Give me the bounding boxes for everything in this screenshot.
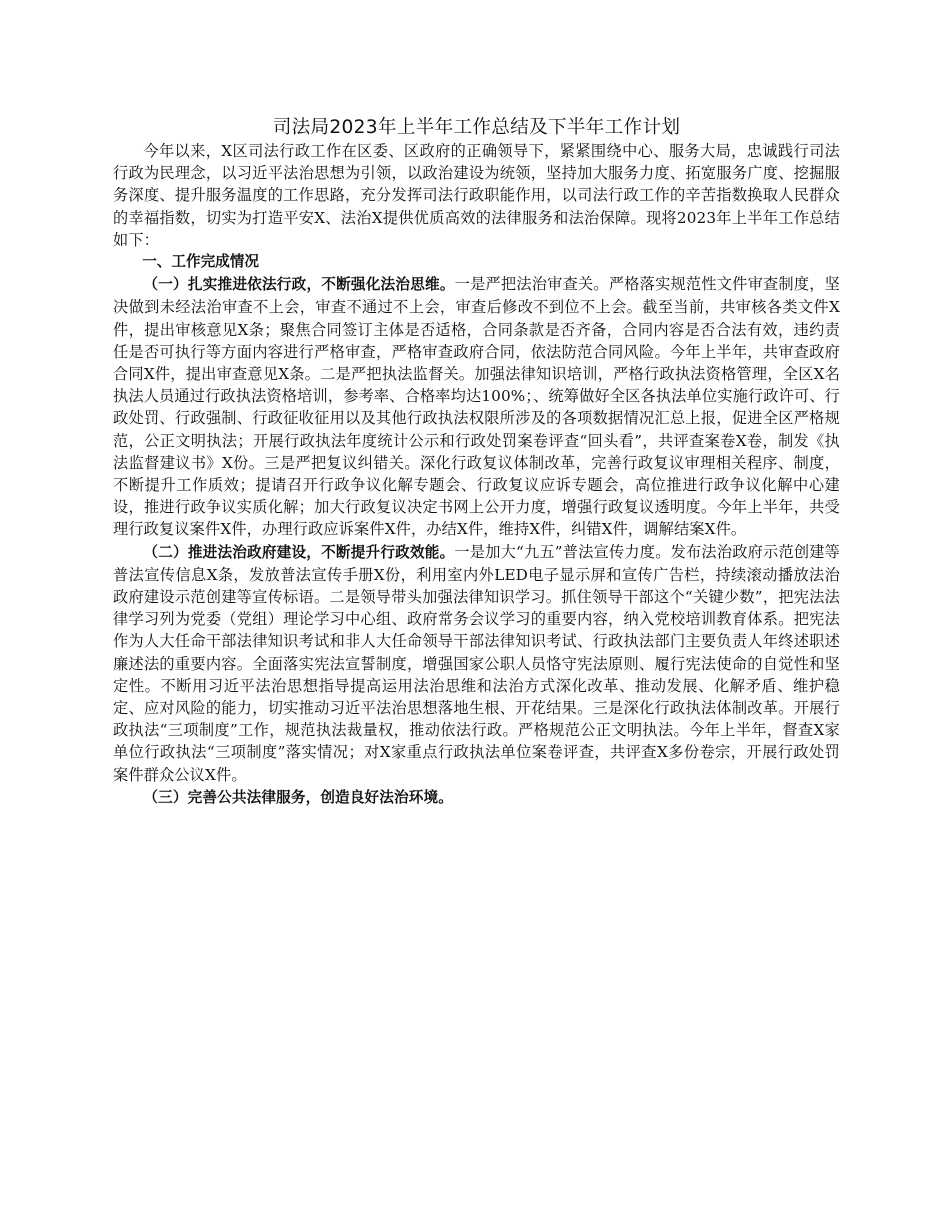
intro-paragraph: 今年以来，X区司法行政工作在区委、区政府的正确领导下，紧紧围绕中心、服务大局，忠诚践行司法行政为民理念，以习近平法治思想为引领，以政治建设为统领，坚持加大服务力度、拓宽服务广度、挖掘服务深度、提升服务温度的工作思路，充分发挥司法行政职能作用，以司法行政工作的辛苦指数换取人民群众的幸福指数，切实为打造平安X、法治X提供优质高效的法律服务和法治保障。现将2023年上半年工作总结如下： bbox=[113, 142, 840, 249]
subsection-2-paragraph bbox=[113, 541, 840, 786]
subsection-2-body: 一是加大“九五”普法宣传力度。发布法治政府示范创建等普法宣传信息X条，发放普法宣传手册X份，利用室内外LED电子显示屏和宣传广告栏，持续滚动播放法治政府建设示范创建等宣传标语。二是领导带头加强法律知识学习。抓住领导干部这个“关键少数”，把宪法法律学习列为党委（党组）理论学习中心组、政府常务会议学习的重要内容，纳入党校培训教育体系。把宪法作为人大任命干部法律知识考试和非人大任命领导干部法律知识考试、行政执法部门主要负责人年终述职述廉述法的重要内容。全面落实宪法宣誓制度，增强国家公职人员恪守宪法原则、履行宪法使命的自觉性和坚定性。不断用习近平法治思想指导提高运用法治思维和法治方式深化改革、推动发展、化解矛盾、维护稳定、应对风险的能力，切实推动习近平法治思想落地生根、开花结果。三是深化行政执法体制改革。开展行政执法“三项制度”工作，规范执法裁量权，推动依法行政。严格规范公正文明执法。今年上半年，督查X家单位行政执法“三项制度”落实情况；对X家重点行政执法单位案卷评查，共评查X多份卷宗，开展行政处罚案件群众公议X件。 bbox=[113, 542, 840, 784]
subsection-3-heading: （三）完善公共法律服务，创造良好法治环境。 bbox=[143, 788, 454, 806]
subsection-1-heading: （一）扎实推进依法行政，不断强化法治思维。 bbox=[143, 276, 455, 294]
document-title: 司法局2023年上半年工作总结及下半年工作计划 bbox=[272, 117, 681, 138]
subsection-2-heading: （二）推进法治政府建设，不断提升行政效能。 bbox=[143, 543, 455, 561]
document-page bbox=[113, 112, 840, 809]
subsection-1-paragraph bbox=[113, 273, 840, 540]
subsection-1-body: 一是严把法治审查关。严格落实规范性文件审查制度，坚决做到未经法治审查不上会，审查不通过不上会，审查后修改不到位不上会。截至当前，共审核各类文件X件，提出审核意见X条；聚焦合同签订主体是否适格，合同条款是否齐备，合同内容是否合法有效，违约责任是否可执行等方面内容进行严格审查，严格审查政府合同，依法防范合同风险。今年上半年，共审查政府合同X件，提出审查意见X条。二是严把执法监督关。加强法律知识培训，严格行政执法资格管理，全区X名执法人员通过行政执法资格培训，参考率、合格率均达100%；、统筹做好全区各执法单位实施行政许可、行政处罚、行政强制、行政征收征用以及其他行政执法权限所涉及的各项数据情况汇总上报，促进全区严格规范，公正文明执法；开展行政执法年度统计公示和行政处罚案卷评查“回头看”，共评查案卷X卷，制发《执法监督建议书》X份。三是严把复议纠错关。深化行政复议体制改革，完善行政复议审理相关程序、制度，不断提升工作质效；提请召开行政争议化解专题会、行政复议应诉专题会，高位推进行政争议化解中心建设，推进行政争议实质化解；加大行政复议决定书网上公开力度，增强行政复议透明度。今年上半年，共受理行政复议案件X件，办理行政应诉案件X件，办结X件，维持X件，纠错X件，调解结案X件。 bbox=[113, 275, 841, 539]
subsection-3-paragraph bbox=[113, 786, 840, 809]
section-heading-work-completion: 一、工作完成情况 bbox=[142, 253, 259, 271]
